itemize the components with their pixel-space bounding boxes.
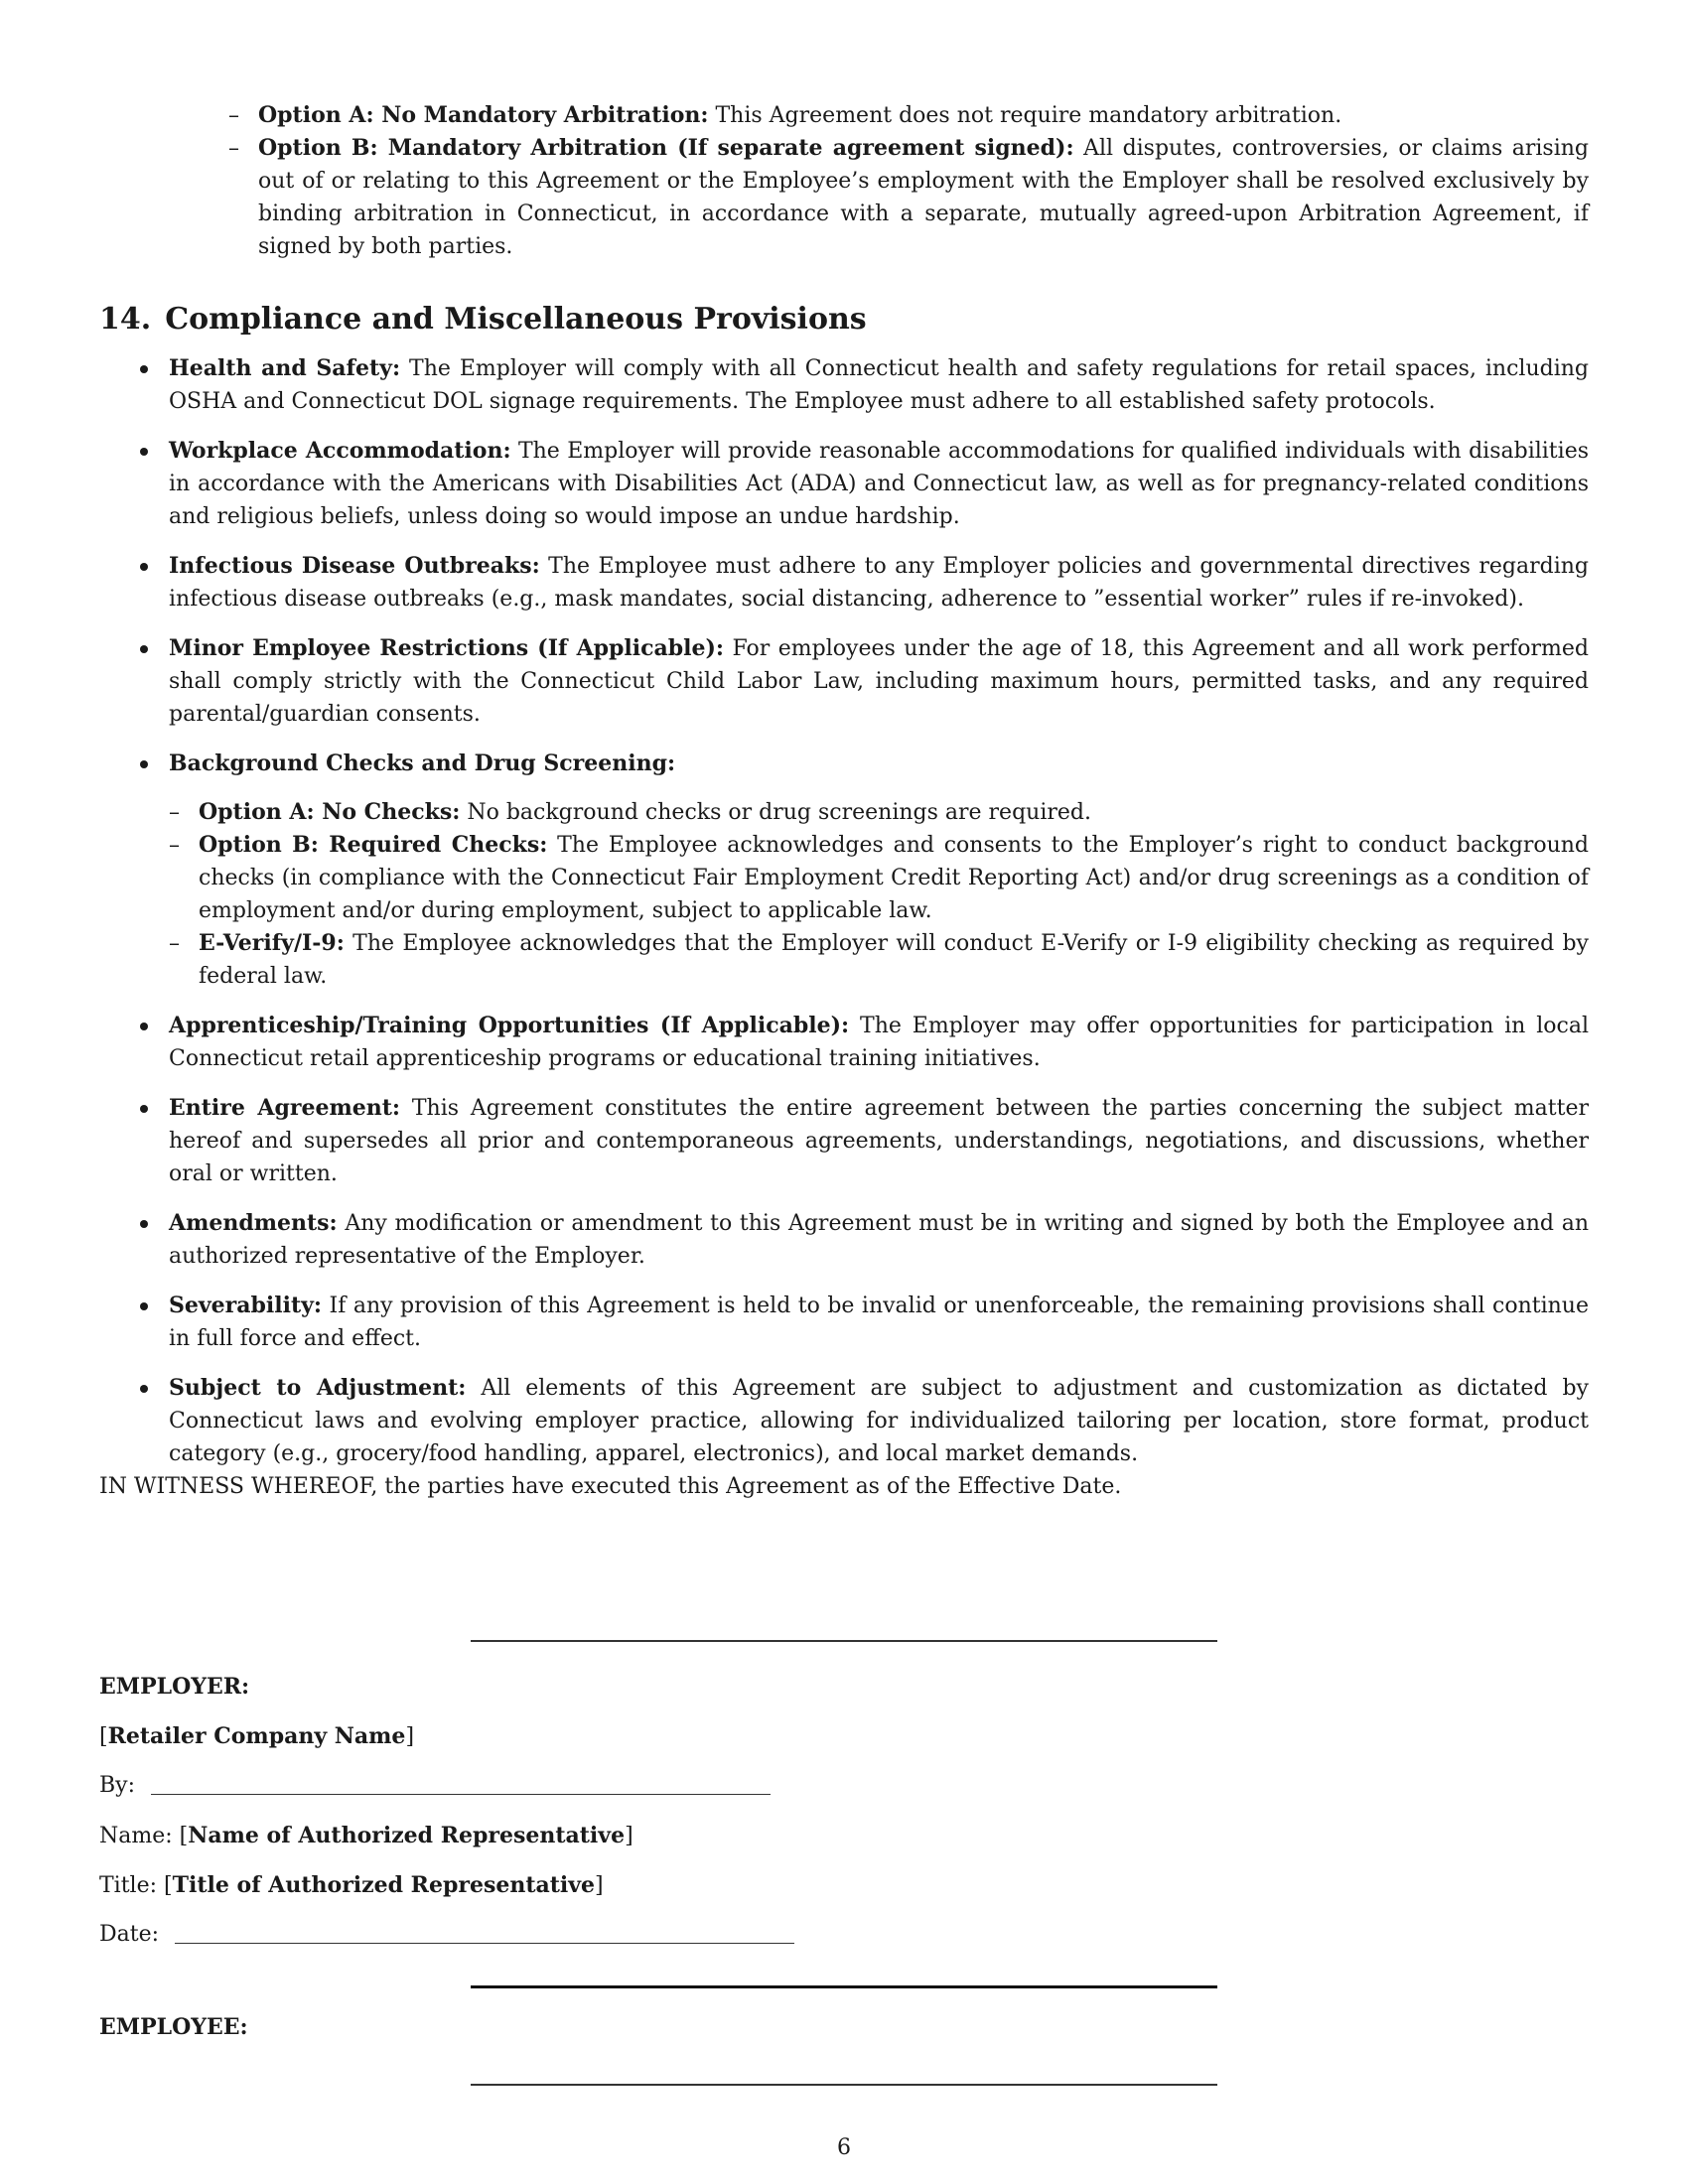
arbitration-options	[228, 99, 1589, 263]
arbitration-option-a: – Option A: No Mandatory Arbitration: This Agreement does not require mandatory arbitration.	[228, 102, 1342, 128]
background-option-a: – Option A: No Checks: No background checks or drug screenings are required.	[169, 799, 1091, 825]
name-line: Name: [Name of Authorized Representative]	[99, 1823, 633, 1848]
item-entire-agreement: Entire Agreement: This Agreement constitutes the entire agreement between the parties concerning the subject matter hereof and supersedes all prior and contemporaneous agreements, understandings, negotiations, and discussions, whether oral or written.	[99, 1092, 1589, 1190]
employer-heading: EMPLOYER:	[99, 1674, 250, 1700]
employee-rule	[471, 1985, 1217, 1988]
background-option-everify: – E-Verify/I-9: The Employee acknowledges that the Employer will conduct E-Verify or I-9 eligibility checking as required by federal law.	[169, 930, 1589, 989]
document-content	[99, 99, 1589, 1503]
company-name: [Retailer Company Name]	[99, 1723, 415, 1749]
date-signature-line[interactable]	[175, 1943, 794, 1944]
page-number: 6	[837, 2135, 851, 2160]
item-amendments: Amendments: Any modification or amendment to this Agreement must be in writing and signed by both the Employee and an authorized representative of the Employer.	[99, 1207, 1589, 1273]
by-label: By:	[99, 1773, 136, 1798]
item-severability: Severability: If any provision of this Agreement is held to be invalid or unenforceable, the remaining provisions shall continue in full force and effect.	[99, 1290, 1589, 1355]
date-label: Date:	[99, 1922, 160, 1947]
section-14-list	[99, 352, 1589, 1470]
by-signature-line[interactable]	[151, 1794, 771, 1795]
employee-heading: EMPLOYEE:	[99, 2014, 248, 2040]
background-option-b: – Option B: Required Checks: The Employee acknowledges and consents to the Employer’s right to conduct background checks (in compliance with the Connecticut Fair Employment Credit Reporting Act) and/or drug screenings as a condition of employment and/or during employment, subject to applicable law.	[169, 832, 1590, 923]
item-infectious-disease: Infectious Disease Outbreaks: The Employee must adhere to any Employer policies and governmental directives regarding infectious disease outbreaks (e.g., mask mandates, social distancing, adherence to ”essential worker” rules if re-invoked).	[99, 550, 1589, 615]
bottom-rule	[471, 2084, 1217, 2086]
item-subject-to-adjustment: Subject to Adjustment: All elements of this Agreement are subject to adjustment and customization as dictated by Connecticut laws and evolving employer practice, allowing for individualized tailoring per location, store format, product category (e.g., grocery/food handling, apparel, electronics), and local market demands.	[99, 1372, 1589, 1470]
item-workplace-accommodation: Workplace Accommodation: The Employer will provide reasonable accommodations for qualified individuals with disabilities in accordance with the Americans with Disabilities Act (ADA) and Connecticut law, as well as for pregnancy-related conditions and religious beliefs, unless doing so would impose an undue hardship.	[99, 435, 1589, 533]
separator-rule	[471, 1640, 1217, 1642]
title-line: Title: [Title of Authorized Representative]	[99, 1872, 604, 1898]
item-background-checks: Background Checks and Drug Screening: – Option A: No Checks: No background checks or drug screenings are required. – Option B: Required Checks: The Employee acknowledges and consents to the Employer’s right to conduct background checks (in compliance with the Connecticut Fair Employment Credit Reporting Act) and/or drug screenings as a condition of employment and/or during employment, subject to applicable law. – E-Verify/I-9: The Employee acknowledges that the Employer will conduct E-Verify or I-9 eligibility checking as required by federal law.	[99, 748, 1589, 993]
arbitration-option-b: – Option B: Mandatory Arbitration (If separate agreement signed): All disputes, controversies, or claims arising out of or relating to this Agreement or the Employee’s employment with the Employer shall be resolved exclusively by binding arbitration in Connecticut, in accordance with a separate, mutually agreed-upon Arbitration Agreement, if signed by both parties.	[228, 135, 1589, 259]
section-14-heading: 14. Compliance and Miscellaneous Provisions	[99, 302, 867, 337]
item-apprenticeship: Apprenticeship/Training Opportunities (If Applicable): The Employer may offer opportunities for participation in local Connecticut retail apprenticeship programs or educational training initiatives.	[99, 1010, 1589, 1075]
witness-statement: IN WITNESS WHEREOF, the parties have executed this Agreement as of the Effective Date.	[99, 1474, 1122, 1499]
item-minor-employee: Minor Employee Restrictions (If Applicable): For employees under the age of 18, this Agreement and all work performed shall comply strictly with the Connecticut Child Labor Law, including maximum hours, permitted tasks, and any required parental/guardian consents.	[99, 632, 1589, 731]
item-health-safety: Health and Safety: The Employer will comply with all Connecticut health and safety regulations for retail spaces, including OSHA and Connecticut DOL signage requirements. The Employee must adhere to all established safety protocols.	[99, 352, 1589, 418]
background-options	[169, 796, 1589, 993]
